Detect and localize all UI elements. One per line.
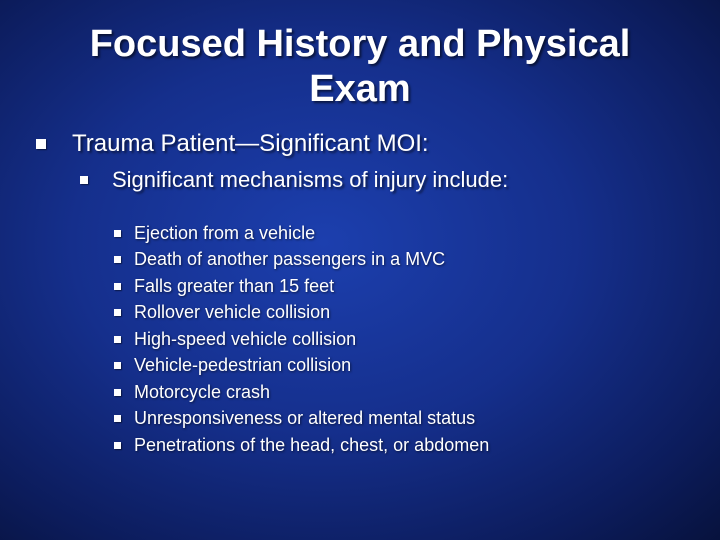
list-item-text: Penetrations of the head, chest, or abdomen [134, 434, 490, 455]
square-bullet-icon [36, 139, 46, 149]
injury-mechanism-list [114, 220, 489, 459]
square-bullet-icon [114, 336, 121, 343]
list-item-text: High-speed vehicle collision [134, 328, 357, 349]
bullet-level-2 [80, 167, 508, 193]
slide-title [0, 22, 720, 112]
square-bullet-icon [114, 283, 121, 290]
list-item [114, 326, 489, 353]
list-item [114, 273, 489, 300]
square-bullet-icon [114, 362, 121, 369]
list-item [114, 353, 489, 380]
square-bullet-icon [80, 176, 88, 184]
square-bullet-icon [114, 415, 121, 422]
list-item-text: Unresponsiveness or altered mental status [134, 408, 476, 429]
bullet-level-2-text: Significant mechanisms of injury include: [112, 167, 509, 192]
list-item [114, 432, 489, 459]
slide-title-line-1: Focused History and Physical [89, 23, 631, 65]
list-item-text: Vehicle-pedestrian collision [134, 355, 352, 376]
square-bullet-icon [114, 256, 121, 263]
list-item-text: Death of another passengers in a MVC [134, 249, 446, 270]
bullet-level-1-text: Trauma Patient—Significant MOI: [72, 130, 429, 157]
square-bullet-icon [114, 442, 121, 449]
list-item [114, 406, 489, 433]
list-item-text: Motorcycle crash [134, 381, 271, 402]
square-bullet-icon [114, 309, 121, 316]
list-item [114, 379, 489, 406]
square-bullet-icon [114, 389, 121, 396]
list-item [114, 300, 489, 327]
list-item-text: Ejection from a vehicle [134, 222, 316, 243]
list-item [114, 247, 489, 274]
list-item [114, 220, 489, 247]
list-item-text: Rollover vehicle collision [134, 302, 331, 323]
slide-title-line-2: Exam [309, 68, 411, 110]
bullet-level-1 [36, 130, 429, 158]
square-bullet-icon [114, 230, 121, 237]
list-item-text: Falls greater than 15 feet [134, 275, 335, 296]
